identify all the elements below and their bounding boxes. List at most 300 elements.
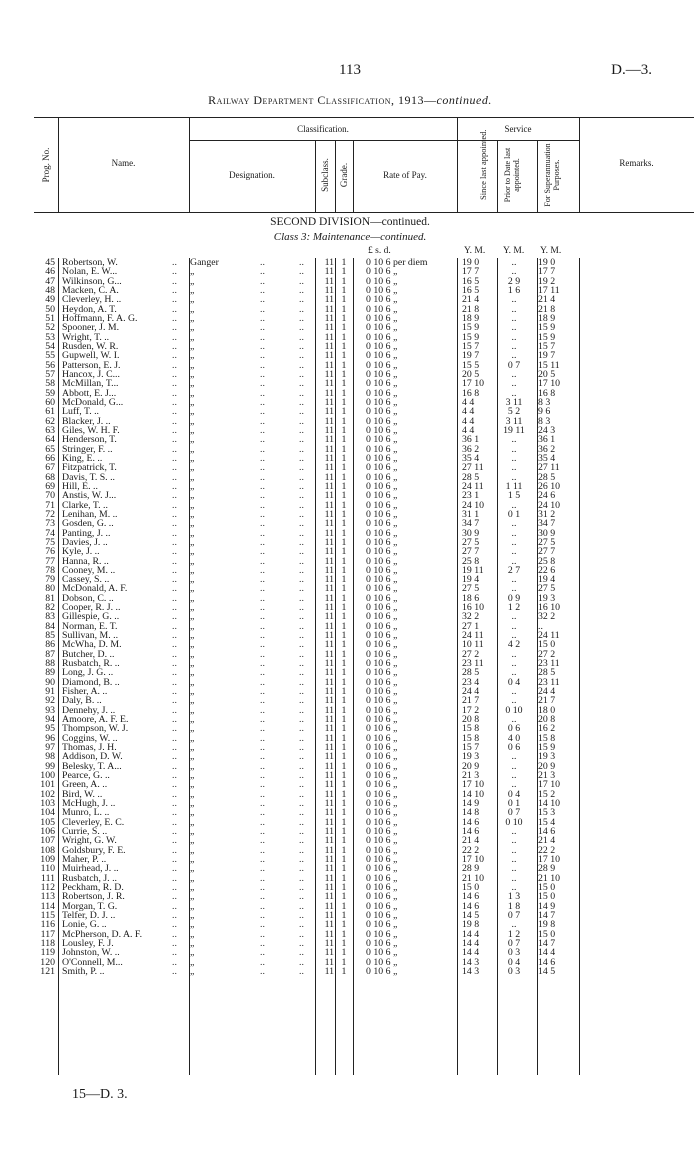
designation: „ — [190, 937, 195, 949]
leader-dots: .. — [260, 816, 265, 828]
superannuation-service: 34 7 — [538, 518, 556, 530]
prog-no: 56 — [45, 359, 55, 371]
designation: „ — [190, 359, 195, 371]
leader-dots: .. — [299, 387, 304, 399]
prior-to-date: 0 3 — [507, 947, 521, 959]
prog-no: 92 — [45, 695, 55, 707]
subclass: 11 — [324, 378, 334, 390]
leader-dots: .. — [172, 415, 177, 427]
leader-dots: .. — [299, 658, 304, 670]
superannuation-service: 21 4 — [538, 294, 556, 306]
leader-dots: .. — [260, 284, 265, 296]
leader-dots: .. — [299, 667, 304, 679]
col-rate-of-pay: Rate of Pay. — [383, 170, 427, 180]
prog-no: 66 — [45, 452, 55, 464]
designation: „ — [190, 275, 195, 287]
grade: 1 — [341, 900, 347, 912]
superannuation-service: 8 3 — [538, 396, 551, 408]
leader-dots: .. — [260, 350, 265, 362]
superannuation-service: 14 7 — [538, 937, 556, 949]
rate-of-pay: 0 10 6 „ — [366, 574, 398, 586]
designation: „ — [190, 779, 195, 791]
since-last-appointed: 14 6 — [462, 891, 480, 903]
prog-no: 46 — [45, 266, 55, 278]
leader-dots: .. — [172, 686, 177, 698]
table-row — [0, 267, 700, 276]
leader-dots: .. — [260, 900, 265, 912]
employee-name: Coggins, W. .. — [62, 733, 118, 744]
since-last-appointed: 30 9 — [462, 527, 480, 539]
subclass: 11 — [324, 359, 334, 371]
prior-to-date: 0 6 — [507, 742, 521, 754]
since-last-appointed: 22 2 — [462, 844, 480, 856]
table-row — [0, 277, 700, 286]
grade: 1 — [341, 536, 347, 548]
leader-dots: .. — [172, 499, 177, 511]
leader-dots: .. — [260, 844, 265, 856]
prog-no: 65 — [45, 443, 55, 455]
employee-name: Wilkinson, G... — [62, 276, 122, 286]
prog-no: 58 — [45, 378, 55, 390]
grade: 1 — [341, 611, 347, 623]
leader-dots: .. — [172, 574, 177, 586]
rate-of-pay: 0 10 6 „ — [366, 760, 398, 772]
prog-no: 121 — [40, 965, 55, 977]
leader-dots: .. — [260, 592, 265, 604]
rate-of-pay: 0 10 6 „ — [366, 396, 398, 408]
leader-dots: .. — [260, 303, 265, 315]
rate-of-pay: 0 10 6 „ — [366, 658, 398, 670]
superannuation-service: 21 4 — [538, 835, 556, 847]
designation: „ — [190, 686, 195, 698]
designation: „ — [190, 732, 195, 744]
grade: 1 — [341, 639, 347, 651]
leader-dots: .. — [260, 312, 265, 324]
table-row — [0, 612, 700, 621]
rate-of-pay: 0 10 6 „ — [366, 424, 398, 436]
rate-of-pay: 0 10 6 „ — [366, 947, 398, 959]
since-last-appointed: 21 3 — [462, 770, 480, 782]
grade: 1 — [341, 760, 347, 772]
grade: 1 — [341, 387, 347, 399]
prior-to-date: .. — [511, 257, 517, 268]
superannuation-service: 20 8 — [538, 714, 556, 726]
since-last-appointed: 20 8 — [462, 714, 480, 726]
grade: 1 — [341, 508, 347, 520]
leader-dots: .. — [260, 891, 265, 903]
leader-dots: .. — [260, 620, 265, 632]
rate-of-pay: 0 10 6 „ — [366, 350, 398, 362]
table-row — [0, 640, 700, 649]
rate-of-pay: 0 10 6 „ — [366, 303, 398, 315]
table-row — [0, 724, 700, 733]
superannuation-service: 24 4 — [538, 686, 556, 698]
table-row — [0, 855, 700, 864]
prior-to-date: .. — [511, 312, 517, 324]
subclass: 11 — [324, 732, 334, 744]
leader-dots: .. — [260, 695, 265, 707]
prior-to-date: .. — [511, 881, 517, 893]
leader-dots: .. — [172, 303, 177, 315]
grade: 1 — [341, 396, 347, 408]
since-last-appointed: 15 8 — [462, 732, 480, 744]
prior-to-date: .. — [511, 574, 517, 586]
grade: 1 — [341, 564, 347, 576]
designation: „ — [190, 266, 195, 278]
leader-dots: .. — [172, 378, 177, 390]
grade: 1 — [341, 863, 347, 875]
grade: 1 — [341, 826, 347, 838]
superannuation-service: 21 7 — [538, 695, 556, 707]
ym-since: Y. M. — [464, 246, 486, 256]
since-last-appointed: 17 10 — [462, 854, 485, 865]
subclass: 11 — [324, 462, 334, 474]
leader-dots: .. — [260, 546, 265, 558]
leader-dots: .. — [172, 359, 177, 371]
designation: „ — [190, 816, 195, 828]
prog-no: 96 — [45, 732, 55, 744]
prior-to-date: .. — [511, 350, 517, 362]
grade: 1 — [341, 676, 347, 688]
employee-name: Hancox, J. C... — [62, 369, 120, 380]
superannuation-service: 19 8 — [538, 919, 556, 931]
since-last-appointed: 14 3 — [462, 965, 480, 977]
superannuation-service: 27 2 — [538, 648, 556, 660]
leader-dots: .. — [299, 742, 304, 754]
prior-to-date: .. — [511, 919, 517, 931]
rate-of-pay: 0 10 6 „ — [366, 340, 398, 352]
rate-of-pay: 0 10 6 „ — [366, 518, 398, 530]
rate-of-pay: 0 10 6 „ — [366, 770, 398, 782]
prog-no: 83 — [45, 611, 55, 623]
subclass: 11 — [324, 854, 334, 865]
subclass: 11 — [324, 704, 334, 716]
grade: 1 — [341, 583, 347, 595]
leader-dots: .. — [299, 863, 304, 875]
grade: 1 — [341, 322, 347, 334]
leader-dots: .. — [172, 826, 177, 838]
prior-to-date: .. — [511, 714, 517, 726]
table-row — [0, 958, 700, 967]
leader-dots: .. — [299, 695, 304, 707]
since-last-appointed: 14 8 — [462, 807, 480, 819]
since-last-appointed: 21 7 — [462, 695, 480, 707]
table-row — [0, 948, 700, 957]
rate-of-pay: 0 10 6 „ — [366, 686, 398, 698]
prior-to-date: 0 4 — [507, 956, 521, 968]
since-last-appointed: 4 4 — [462, 406, 475, 418]
leader-dots: .. — [260, 676, 265, 688]
designation: „ — [190, 620, 195, 632]
designation: „ — [190, 667, 195, 679]
table-row — [0, 752, 700, 761]
prior-to-date: .. — [511, 620, 517, 632]
superannuation-service: 20 9 — [538, 760, 556, 772]
superannuation-service: 27 5 — [538, 583, 556, 595]
table-row — [0, 762, 700, 771]
rate-of-pay: 0 10 6 „ — [366, 863, 398, 875]
since-last-appointed: 19 8 — [462, 919, 480, 931]
leader-dots: .. — [260, 266, 265, 278]
designation: „ — [190, 881, 195, 893]
rate-of-pay: 0 10 6 „ — [366, 462, 398, 474]
table-body — [0, 258, 700, 976]
subclass: 11 — [324, 928, 334, 940]
leader-dots: .. — [172, 751, 177, 763]
subclass: 11 — [324, 667, 334, 679]
grade: 1 — [341, 854, 347, 865]
employee-name: Thomas, J. H. — [62, 743, 117, 753]
prior-to-date: 0 3 — [507, 965, 521, 977]
subclass: 11 — [324, 937, 334, 949]
header-rule — [497, 140, 498, 212]
grade: 1 — [341, 368, 347, 380]
rate-of-pay: 0 10 6 „ — [366, 639, 398, 651]
leader-dots: .. — [299, 508, 304, 520]
since-last-appointed: 18 9 — [462, 312, 480, 324]
leader-dots: .. — [172, 732, 177, 744]
since-last-appointed: 14 6 — [462, 900, 480, 912]
subclass: 11 — [324, 602, 334, 614]
page-title — [0, 93, 700, 108]
employee-name: Rusden, W. R. — [62, 341, 119, 352]
employee-name: Hoffmann, F. A. G. — [62, 313, 138, 324]
prior-to-date: 4 2 — [507, 639, 521, 651]
leader-dots: .. — [260, 415, 265, 427]
designation: „ — [190, 947, 195, 959]
leader-dots: .. — [172, 965, 177, 977]
employee-name: Kyle, J. .. — [62, 547, 100, 557]
rate-of-pay: 0 10 6 „ — [366, 844, 398, 856]
leader-dots: .. — [299, 854, 304, 865]
prog-no: 62 — [45, 415, 55, 427]
prog-no: 109 — [40, 854, 55, 865]
leader-dots: .. — [260, 518, 265, 530]
leader-dots: .. — [172, 490, 177, 502]
leader-dots: .. — [260, 471, 265, 483]
superannuation-service: 28 5 — [538, 667, 556, 679]
subclass: 11 — [324, 312, 334, 324]
table-row — [0, 818, 700, 827]
leader-dots: .. — [299, 368, 304, 380]
grade: 1 — [341, 555, 347, 567]
prog-no: 57 — [45, 368, 55, 380]
since-last-appointed: 19 4 — [462, 574, 480, 586]
table-row — [0, 491, 700, 500]
subclass: 11 — [324, 620, 334, 632]
prog-no: 63 — [45, 424, 55, 436]
subclass: 11 — [324, 760, 334, 772]
superannuation-service: 32 2 — [538, 611, 556, 623]
designation: „ — [190, 704, 195, 716]
employee-name: Rusbatch, J. .. — [62, 873, 117, 883]
leader-dots: .. — [260, 798, 265, 810]
table-row — [0, 892, 700, 901]
superannuation-service: 19 0 — [538, 257, 556, 268]
employee-name: McWha, D. M. — [62, 640, 122, 650]
leader-dots: .. — [172, 695, 177, 707]
rate-of-pay: 0 10 6 „ — [366, 368, 398, 380]
since-last-appointed: 23 11 — [462, 658, 484, 670]
grade: 1 — [341, 779, 347, 791]
leader-dots: .. — [299, 714, 304, 726]
leader-dots: .. — [260, 630, 265, 642]
since-last-appointed: 14 6 — [462, 826, 480, 838]
subclass: 11 — [324, 770, 334, 782]
leader-dots: .. — [172, 555, 177, 567]
employee-name: Robertson, J. R. — [62, 892, 125, 902]
subclass: 11 — [324, 275, 334, 287]
leader-dots: .. — [299, 406, 304, 418]
leader-dots: .. — [299, 751, 304, 763]
table-row — [0, 342, 700, 351]
prior-to-date: 3 11 — [505, 396, 523, 408]
grade: 1 — [341, 406, 347, 418]
leader-dots: .. — [172, 518, 177, 530]
subclass: 11 — [324, 555, 334, 567]
superannuation-service: 19 4 — [538, 574, 556, 586]
employee-name: Henderson, T. — [62, 435, 117, 445]
leader-dots: .. — [172, 284, 177, 296]
superannuation-service: 15 9 — [538, 331, 556, 343]
prior-to-date: .. — [511, 518, 517, 530]
rate-of-pay: 0 10 6 „ — [366, 667, 398, 679]
grade: 1 — [341, 359, 347, 371]
superannuation-service: 19 7 — [538, 350, 556, 362]
leader-dots: .. — [260, 583, 265, 595]
ym-super: Y. M. — [540, 246, 562, 256]
since-last-appointed: 21 4 — [462, 835, 480, 847]
subclass: 11 — [324, 415, 334, 427]
leader-dots: .. — [299, 928, 304, 940]
leader-dots: .. — [299, 396, 304, 408]
subclass: 11 — [324, 368, 334, 380]
since-last-appointed: 35 4 — [462, 452, 480, 464]
prog-no: 77 — [45, 555, 55, 567]
prior-to-date: 0 4 — [507, 676, 521, 688]
grade: 1 — [341, 881, 347, 893]
prog-no: 99 — [45, 760, 55, 772]
grade: 1 — [341, 462, 347, 474]
table-row — [0, 510, 700, 519]
subclass: 11 — [324, 909, 334, 921]
table-row — [0, 557, 700, 566]
grade: 1 — [341, 471, 347, 483]
table-row — [0, 902, 700, 911]
subclass: 11 — [324, 751, 334, 763]
prog-no: 68 — [45, 471, 55, 483]
subclass: 11 — [324, 723, 334, 735]
subclass: 11 — [324, 881, 334, 893]
employee-name: Muirhead, J. .. — [62, 864, 119, 874]
prior-to-date: 1 5 — [507, 490, 521, 502]
leader-dots: .. — [260, 881, 265, 893]
leader-dots: .. — [299, 555, 304, 567]
employee-name: Gupwell, W. I. — [62, 351, 120, 361]
grade: 1 — [341, 424, 347, 436]
since-last-appointed: 27 5 — [462, 583, 480, 595]
leader-dots: .. — [260, 536, 265, 548]
prior-to-date: .. — [511, 462, 517, 474]
rate-of-pay: 0 10 6 „ — [366, 546, 398, 558]
prior-to-date: .. — [511, 555, 517, 567]
subclass: 11 — [324, 695, 334, 707]
since-last-appointed: 15 7 — [462, 742, 480, 754]
leader-dots: .. — [299, 891, 304, 903]
superannuation-service: 36 2 — [538, 443, 556, 455]
prior-to-date: .. — [511, 443, 517, 455]
grade: 1 — [341, 658, 347, 670]
rate-of-pay: 0 10 6 „ — [366, 919, 398, 931]
leader-dots: .. — [260, 499, 265, 511]
employee-name: Diamond, B. .. — [62, 677, 120, 688]
superannuation-service: 30 9 — [538, 527, 556, 539]
col-classification: Classification. — [297, 124, 349, 134]
grade: 1 — [341, 807, 347, 819]
grade: 1 — [341, 331, 347, 343]
employee-name: Munro, L. .. — [62, 808, 110, 818]
prog-no: 104 — [40, 807, 55, 819]
grade: 1 — [341, 527, 347, 539]
prior-to-date: .. — [511, 611, 517, 623]
leader-dots: .. — [260, 294, 265, 306]
prog-no: 49 — [45, 294, 55, 306]
leader-dots: .. — [172, 564, 177, 576]
prog-no: 115 — [40, 909, 55, 921]
rate-of-pay: 0 10 6 „ — [366, 275, 398, 287]
superannuation-service: 21 10 — [538, 872, 561, 884]
leader-dots: .. — [260, 863, 265, 875]
since-last-appointed: 28 5 — [462, 667, 480, 679]
employee-name: Giles, W. H. F. — [62, 425, 120, 436]
superannuation-service: 17 10 — [538, 779, 561, 791]
leader-dots: .. — [260, 257, 265, 268]
rate-of-pay: 0 10 6 „ — [366, 583, 398, 595]
superannuation-service: 27 11 — [538, 462, 560, 474]
designation: „ — [190, 424, 195, 436]
leader-dots: .. — [172, 294, 177, 306]
rate-of-pay: 0 10 6 per diem — [366, 257, 428, 268]
leader-dots: .. — [172, 900, 177, 912]
table-row — [0, 258, 700, 267]
prior-to-date: .. — [511, 434, 517, 446]
employee-name: Hill, E. .. — [62, 481, 98, 492]
employee-name: Patterson, E. J. — [62, 360, 121, 370]
subclass: 11 — [324, 564, 334, 576]
designation: „ — [190, 583, 195, 595]
subclass: 11 — [324, 965, 334, 977]
prog-no: 84 — [45, 620, 55, 632]
employee-name: McDonald, A. F. — [62, 584, 128, 594]
designation: „ — [190, 508, 195, 520]
employee-name: Clarke, T. .. — [62, 500, 108, 510]
leader-dots: .. — [299, 434, 304, 446]
leader-dots: .. — [299, 443, 304, 455]
prog-no: 108 — [40, 844, 55, 856]
since-last-appointed: 17 7 — [462, 266, 480, 278]
table-row — [0, 678, 700, 687]
prior-to-date: 1 3 — [507, 891, 521, 903]
superannuation-service: .. — [538, 620, 543, 632]
table-row — [0, 622, 700, 631]
grade: 1 — [341, 546, 347, 558]
employee-name: Blacker, J. .. — [62, 416, 111, 426]
prior-to-date: 1 2 — [507, 928, 521, 940]
employee-name: Pearce, G. .. — [62, 771, 110, 781]
subclass: 11 — [324, 518, 334, 530]
leader-dots: .. — [299, 686, 304, 698]
rate-of-pay: 0 10 6 „ — [366, 630, 398, 642]
